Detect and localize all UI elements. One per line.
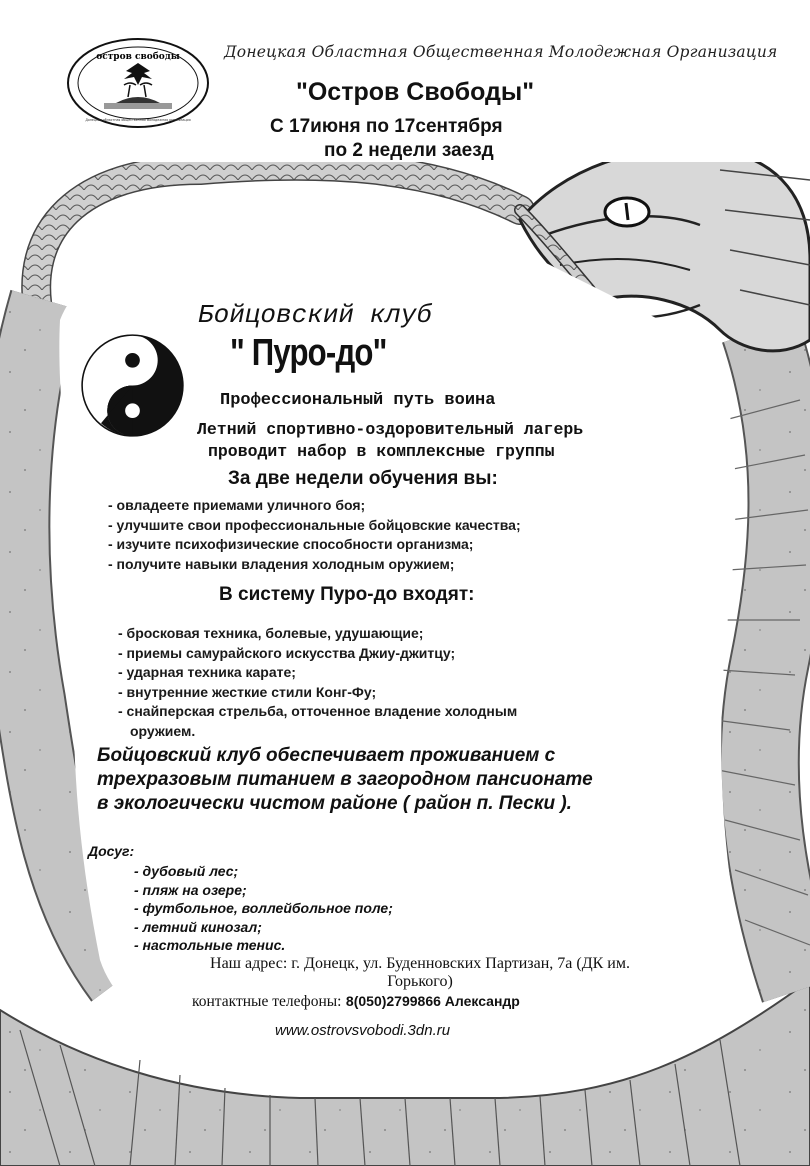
list-item: - приемы самурайского искусства Джиу-джитцу; (118, 644, 456, 661)
list-item: оружием. (130, 722, 196, 739)
accommodation-line: Бойцовский клуб обеспечивает проживанием с (97, 745, 556, 766)
phones-value: 8(050)2799866 Александр (345, 993, 520, 1009)
list-item: - получите навыки владения холодным оружием; (108, 555, 455, 572)
club-motto: Профессиональный путь воина (220, 391, 496, 410)
island-palm-emblem-icon (66, 37, 210, 129)
list-item: - дубовый лес; (134, 863, 239, 879)
list-item: - внутренние жесткие стили Конг-Фу; (118, 683, 377, 700)
camp-title: "Остров Свободы" (296, 78, 535, 106)
list-item: - изучите психофизические способности организма; (108, 536, 474, 552)
learn-list (108, 496, 521, 574)
camp-description-line2: проводит набор в комплексные группы (208, 442, 555, 461)
camp-description-line1: Летний спортивно-оздоровительный лагерь (197, 420, 584, 439)
list-item: - снайперская стрельба, отточенное владение холодным (118, 703, 518, 719)
phones-label: контактные телефоны: (192, 993, 342, 1010)
leisure-heading: Досуг: (88, 843, 135, 859)
accommodation-text (97, 744, 593, 816)
list-item: - улучшите свои профессиональные бойцовские качества; (108, 516, 521, 533)
organization-name: Донецкая Областная Общественная Молодежная Организация (224, 43, 778, 61)
system-heading: В систему Пуро-до входят: (219, 584, 475, 605)
learn-heading: За две недели обучения вы: (228, 468, 498, 489)
list-item: - бросковая техника, болевые, удушающие; (118, 625, 424, 641)
yin-yang-icon (80, 333, 185, 438)
camp-dates: С 17июня по 17сентября (270, 116, 503, 137)
contact-phones (192, 993, 520, 1011)
address (130, 955, 710, 991)
logo-text: остров свободы (96, 52, 180, 62)
list-item: - футбольное, воллейбольное поле; (134, 900, 393, 916)
website-link[interactable]: www.ostrovsvobodi.3dn.ru (275, 1022, 451, 1039)
list-item: - настольные тенис. (134, 937, 286, 953)
leisure-list (134, 862, 393, 955)
list-item: - ударная техника карате; (118, 664, 296, 680)
accommodation-line: трехразовым питанием в загородном пансионате (97, 769, 593, 790)
accommodation-line: в экологически чистом районе ( район п. Пески ). (97, 793, 572, 814)
list-item: - пляж на озере; (134, 881, 247, 898)
list-item: - овладеете приемами уличного боя; (108, 497, 366, 513)
logo-ring-text: Донецкая областная общественная молодежная организация (85, 118, 191, 122)
address-line1: Наш адрес: г. Донецк, ул. Буденновских Партизан, 7а (ДК им. (210, 955, 630, 972)
list-item: - летний кинозал; (134, 918, 262, 935)
club-name: " Пуро-до" (230, 332, 387, 374)
address-line2: Горького) (387, 973, 453, 990)
club-label: Бойцовский клуб (198, 300, 433, 330)
camp-period: по 2 недели заезд (324, 140, 494, 161)
system-list (118, 624, 517, 741)
